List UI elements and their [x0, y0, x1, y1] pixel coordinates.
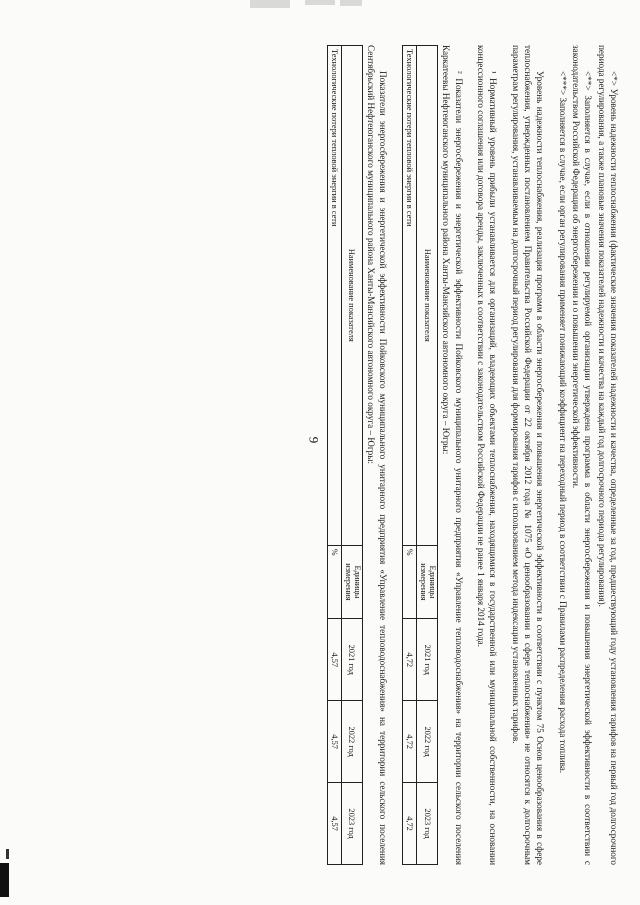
- section-sentyabrsky-heading: Показатели энергосбережения и энергетической эффективности Пойковского муниципального унитарного предприятия «Управление тепловодоснабжения» на территории сельского поселения Сентябрьский Нефтеюганского муниципального района Ханты-Мансийского автономного округа – Югры:: [365, 45, 389, 865]
- page-number: 9: [306, 436, 322, 444]
- footnote-reliability: <*> Уровень надежности теплоснабжения (фактические значения показателей надежности и качества, определенные за год, предшествующий году установления тарифов на первый год долгосрочного периода регулирования, а также плановые значения показателей надежности и качества на каждый год долгосрочного периода регулирования).: [596, 45, 619, 865]
- value-2022: 4,57: [327, 701, 341, 783]
- header-2021: 2021 год: [341, 619, 362, 701]
- scan-noise: [340, 0, 362, 6]
- header-unit: Единицы измерения: [341, 545, 362, 619]
- value-2023: 4,57: [327, 783, 341, 865]
- footnote-energy-program: <**> Заполняется в случае, если в отношении регулируемой организации утверждена программа в области энергосбережения и повышения энергетической эффективности в соответствии с законодательством Российской Федерации об энергосбережении и о повышении энергетической эффективности.: [571, 45, 594, 865]
- scan-noise: [250, 0, 290, 8]
- table-row: [403, 46, 417, 865]
- row-unit: %: [327, 545, 341, 619]
- footnote-profit-level: ¹ Нормативный уровень прибыли устанавливается для организаций, владеющих объектами теплоснабжения, находящимися в государственной или муниципальной собственности, на основании концессионного соглашения или договора аренды, заключенных в соответствии с законодательством Российской Федерации не ранее 1 января 2014 года.: [476, 45, 499, 865]
- karkateevy-table: [402, 45, 438, 865]
- value-2022: 4,72: [403, 701, 417, 783]
- table-header-row: [341, 46, 362, 865]
- row-unit: %: [403, 545, 417, 619]
- header-2023: 2023 год: [417, 783, 438, 865]
- scan-edge-mark: [6, 849, 9, 859]
- table-row: [327, 46, 341, 865]
- section-karkateevy-heading: ² Показатели энергосбережения и энергетической эффективности Пойковского муниципального унитарного предприятия «Управление тепловодоснабжения» на территории сельского поселения Каркатеевы Нефтеюганского муниципального района Ханты-Мансийского автономного округа – Югры:: [441, 45, 464, 865]
- value-2021: 4,57: [327, 619, 341, 701]
- header-unit: Единицы измерения: [417, 545, 438, 619]
- header-2021: 2021 год: [417, 619, 438, 701]
- header-2022: 2022 год: [417, 701, 438, 783]
- sentyabrsky-table: [327, 45, 363, 865]
- value-2021: 4,72: [403, 619, 417, 701]
- row-name: Технологические потери тепловой энергии в сети: [403, 46, 417, 546]
- paragraph-reliability-note: Уровень надежности теплоснабжения, реализация программ в области энергосбережения и повышения энергетической эффективности в соответствии с пунктом 75 Основ ценообразования в сфере теплоснабжения, утвержденных постановлением Правительства Российской Федерации от 22 октября 2012 года № 1075 «О ценообразовании в сфере теплоснабжения» не относятся к долгосрочным параметрам регулирования, устанавливаемым на долгосрочный период регулирования для формирования тарифов с использованием метода индексации установленных тарифов.: [510, 45, 546, 865]
- footnote-reduction-coefficient: <***> Заполняется в случае, если орган регулирования применяет понижающий коэффициент на переходный период в соответствии с Правилами распределения расхода топлива.: [557, 71, 568, 774]
- scan-noise: [305, 0, 335, 5]
- header-2023: 2023 год: [341, 783, 362, 865]
- header-name: Наименование показателя: [417, 46, 438, 546]
- table-header-row: [417, 46, 438, 865]
- header-name: Наименование показателя: [341, 46, 362, 546]
- value-2023: 4,72: [403, 783, 417, 865]
- header-2022: 2022 год: [341, 701, 362, 783]
- row-name: Технологические потери тепловой энергии в сети: [327, 46, 341, 546]
- rotated-text-block: [40, 45, 620, 865]
- scan-edge-mark: [0, 863, 9, 897]
